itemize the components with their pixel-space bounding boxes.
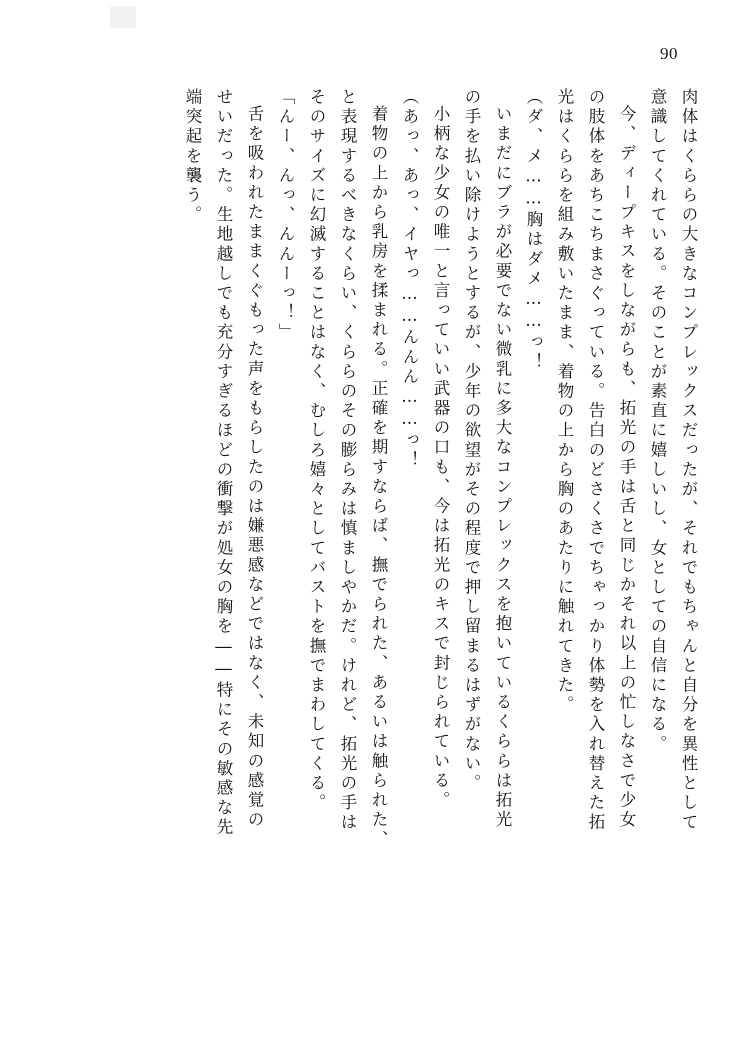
text-line: 肉体はくららの大きなコンプレックスだったが、それでもちゃんと自分を異性として — [679, 88, 698, 833]
vertical-text-body — [48, 88, 696, 993]
text-line: 小柄な少女の唯一と言っていい武器の口も、今は拓光のキスで封じられている。 — [431, 105, 450, 811]
text-line: 「んー、んっ、んんーっ！」 — [276, 88, 295, 343]
scan-artifact — [110, 6, 136, 28]
text-line: 意識してくれている。そのことが素直に嬉しいし、女としての自信になる。 — [648, 88, 667, 755]
text-line: （あっ、あっ、イヤっ……んんん……っ！ — [400, 88, 419, 471]
text-line: そのサイズに幻滅することはなく、むしろ嬉々としてバストを撫でまわしてくる。 — [307, 88, 326, 814]
text-line: 端突起を襲う。 — [183, 88, 202, 226]
text-line: 今、ディープキスをしながらも、拓光の手は舌と同じかそれ以上の忙しなさで少女 — [617, 105, 636, 831]
text-line: の肢体をあちこちまさぐっている。告白のどさくさでちゃっかり体勢を入れ替えた拓 — [586, 88, 605, 833]
text-line: 舌を吸われたままくぐもった声をもらしたのは嫌悪感などではなく、未知の感覚の — [245, 105, 264, 831]
page-number: 90 — [660, 44, 678, 63]
text-line: せいだった。生地越しでも充分すぎるほどの衝撃が処女の胸を――特にその敏感な先 — [214, 88, 233, 838]
text-line: と表現するべきなくらい、くららのその膨らみは慎ましやかだ。けれど、拓光の手は — [338, 88, 357, 833]
text-line: いまだにブラが必要でない微乳に多大なコンプレックスを抱いているくららは拓光 — [493, 105, 512, 831]
text-line: 光はくららを組み敷いたまま、着物の上から胸のあたりに触れてきた。 — [555, 88, 574, 716]
text-line: 着物の上から乳房を揉まれる。正確を期すならば、撫でられた、あるいは触られた、 — [369, 105, 388, 850]
text-line: （ダ、メ……胸はダメ……っ！ — [524, 88, 543, 373]
text-line: の手を払い除けようとするが、少年の欲望がその程度で押し留まるはずがない。 — [462, 88, 481, 794]
